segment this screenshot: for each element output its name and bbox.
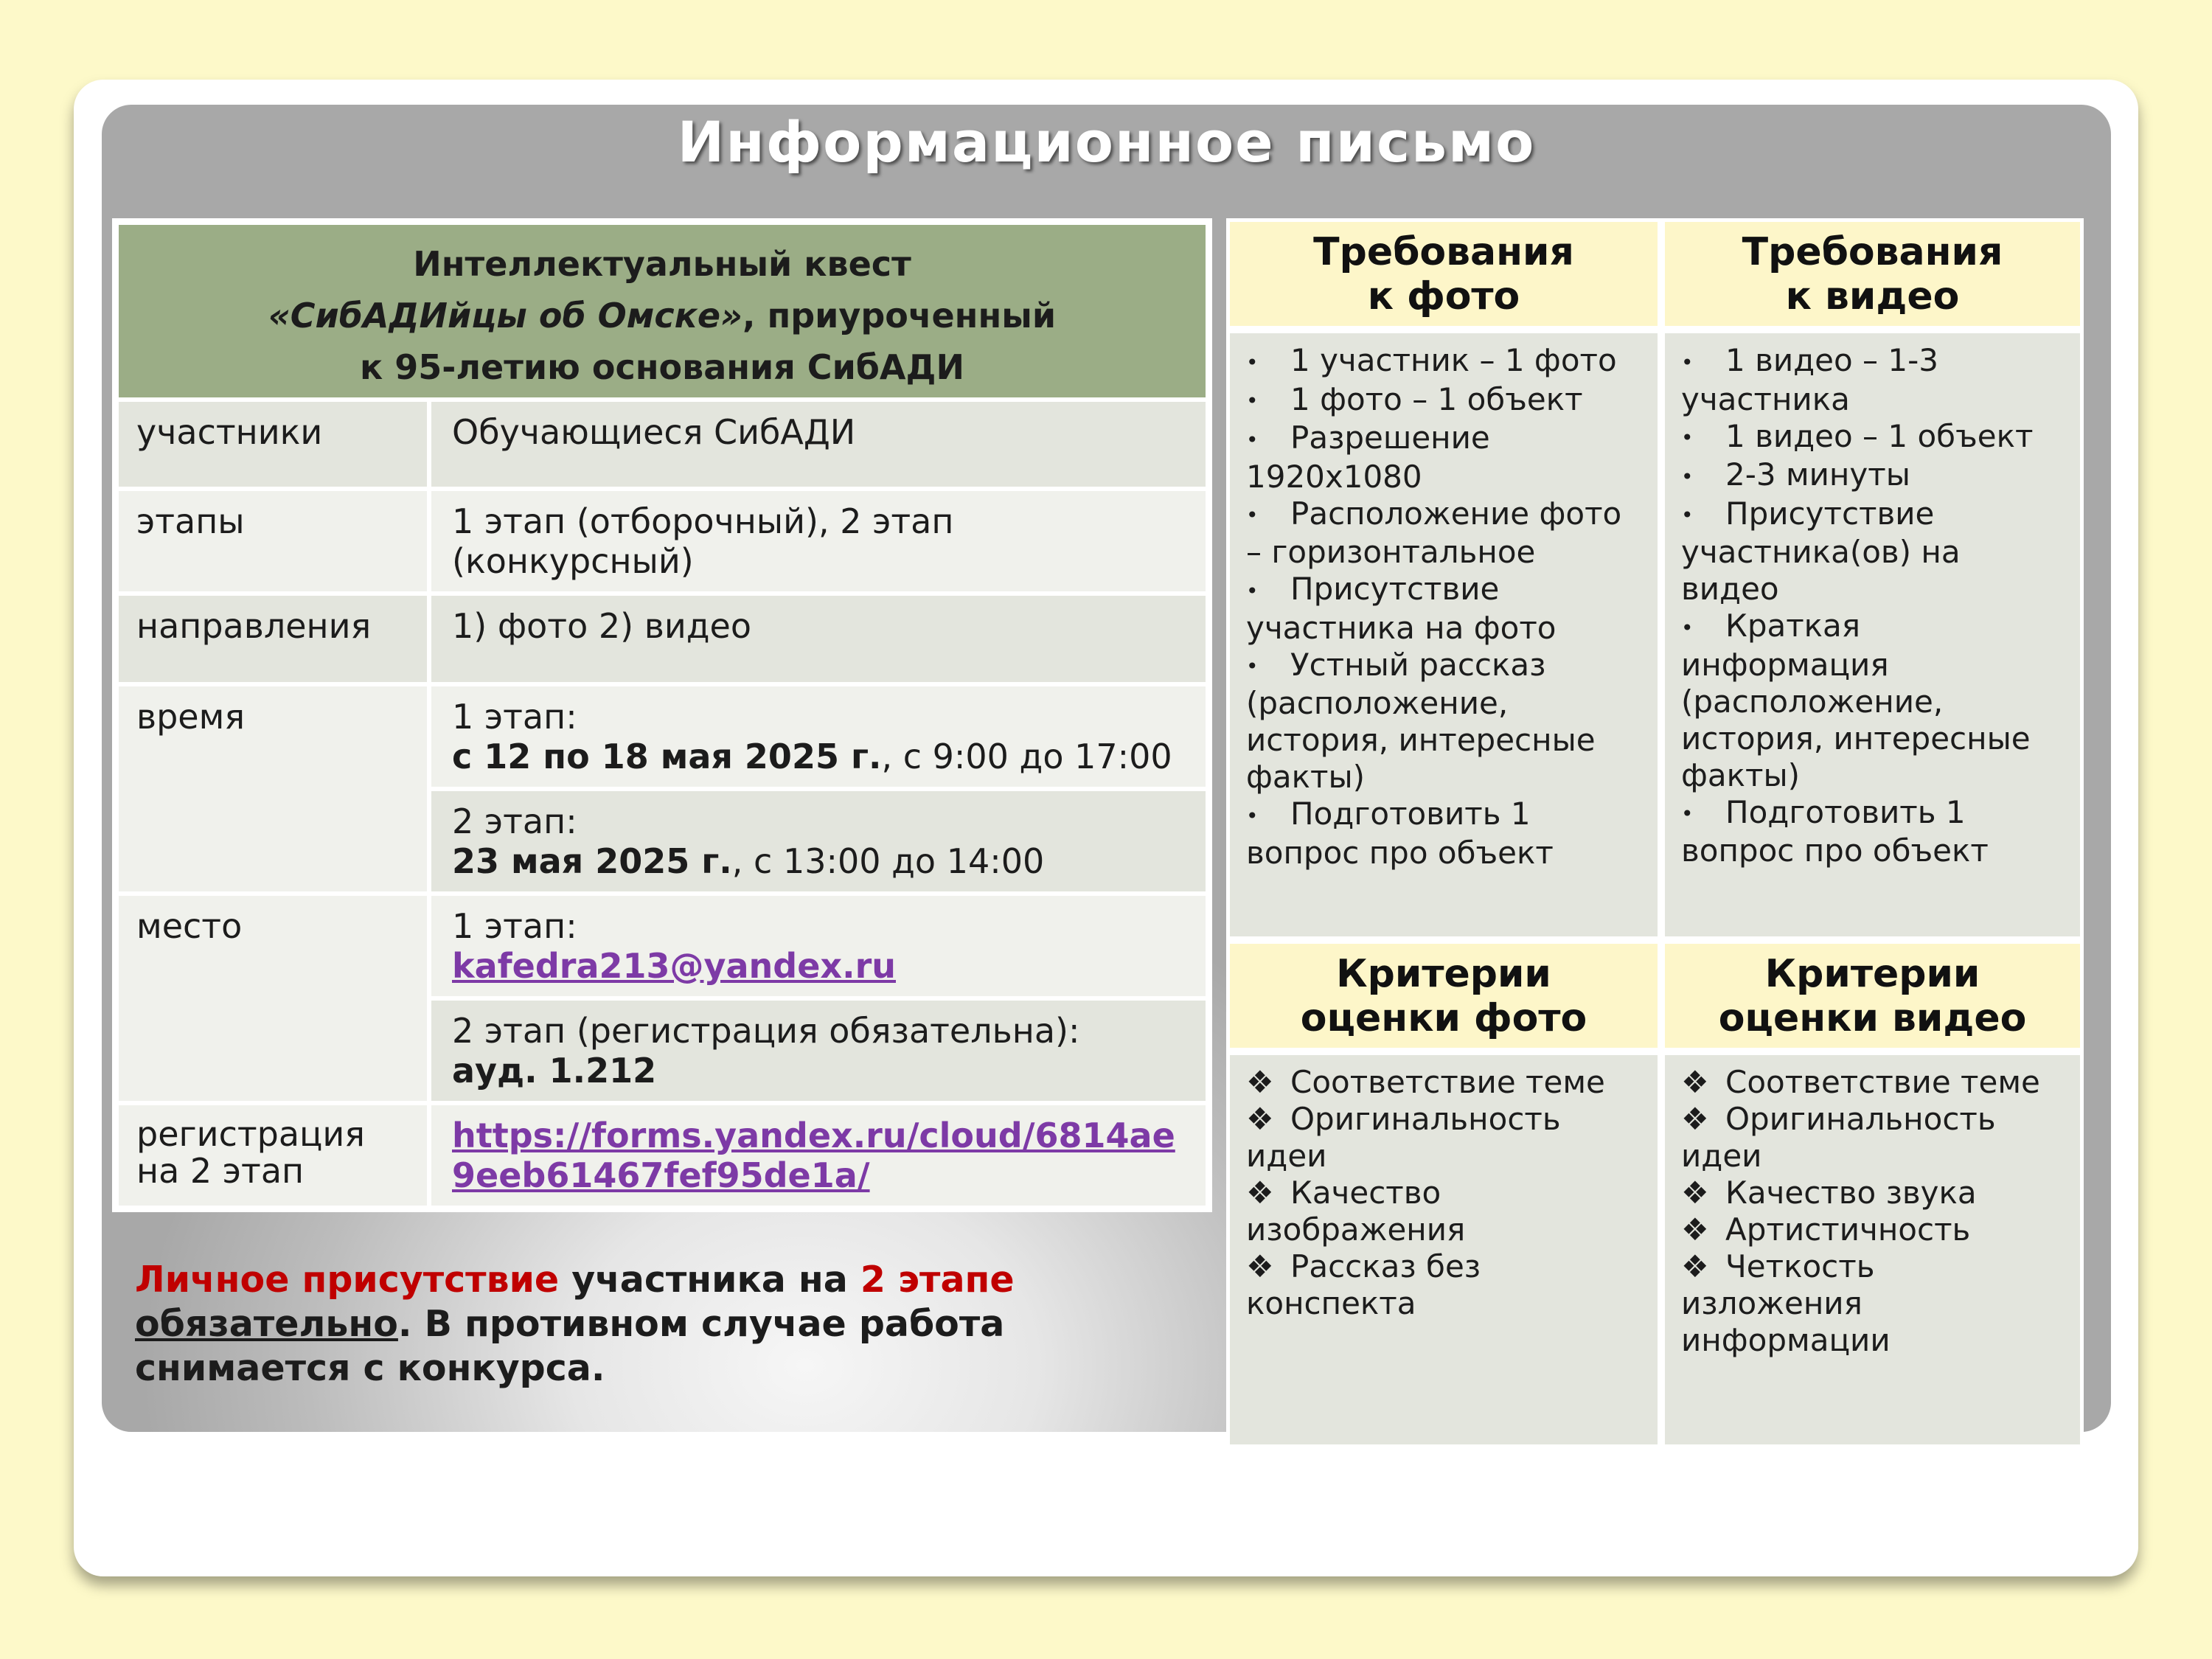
list-item [1246, 1064, 1641, 1101]
time-stage2-hours: , с 13:00 до 14:00 [731, 841, 1045, 881]
list-item-text: Качество звука [1725, 1175, 1977, 1211]
photo-requirements-header: Требования к фото [1226, 218, 1661, 330]
bullet-dot-icon: • [1681, 503, 1694, 527]
directions-label: направления [116, 594, 429, 684]
bullet-dot-icon: • [1246, 803, 1259, 828]
notice-removed: снимается с конкурса. [135, 1347, 605, 1389]
notice-personal: Личное присутствие [135, 1259, 560, 1301]
list-item-text: Разрешение 1920x1080 [1246, 420, 1490, 495]
time-stage1-date: с 12 по 18 мая 2025 г. [452, 737, 882, 776]
place-stage1 [429, 894, 1208, 998]
bullet-dot-icon: • [1246, 503, 1259, 527]
list-item [1246, 342, 1641, 381]
list-item-text: 2-3 минуты [1725, 456, 1910, 493]
diamond-bullet-icon: ❖ [1681, 1064, 1709, 1100]
diamond-bullet-icon: ❖ [1246, 1101, 1274, 1137]
list-item-text: Качество изображения [1246, 1175, 1466, 1248]
registration-label-line1: регистрация [136, 1114, 365, 1154]
list-item [1681, 1101, 2064, 1175]
video-requirements-list [1661, 330, 2084, 940]
notice-mandatory: обязательно [135, 1303, 398, 1345]
list-item [1681, 495, 2064, 608]
list-item-text: Соответствие теме [1290, 1064, 1605, 1100]
info-table [112, 218, 1212, 1212]
registration-label-line2: на 2 этап [136, 1151, 305, 1191]
time-stage2-date: 23 мая 2025 г. [452, 841, 732, 881]
list-item [1681, 418, 2064, 457]
list-item-text: 1 участник – 1 фото [1290, 342, 1617, 378]
bullet-dot-icon: • [1681, 425, 1694, 450]
list-item [1681, 1211, 2064, 1248]
list-item-text: Расположение фото – горизонтальное [1246, 495, 1622, 570]
quest-line2: , приуроченный [742, 296, 1057, 335]
list-item [1246, 381, 1641, 420]
photo-criteria-list [1226, 1051, 1661, 1448]
diamond-bullet-icon: ❖ [1681, 1211, 1709, 1248]
bullet-dot-icon: • [1681, 349, 1694, 375]
list-item [1246, 1248, 1641, 1322]
list-item [1681, 1064, 2064, 1101]
bullet-dot-icon: • [1246, 654, 1259, 678]
list-item-text: Оригинальность идеи [1246, 1101, 1561, 1174]
notice-participant: участника на [559, 1259, 860, 1301]
page-title: Информационное письмо [677, 109, 1536, 175]
list-item [1246, 1101, 1641, 1175]
bullet-dot-icon: • [1246, 389, 1259, 413]
time-stage1-hours: , с 9:00 до 17:00 [881, 737, 1172, 776]
stages-value: 1 этап (отборочный), 2 этап (конкурсный) [429, 489, 1208, 594]
list-item [1681, 1248, 2064, 1359]
requirements-grid [1226, 218, 2084, 1448]
bullet-dot-icon: • [1246, 427, 1259, 452]
list-item-text: Четкость изложения информации [1681, 1248, 1891, 1358]
attendance-notice [135, 1258, 1226, 1391]
list-item [1681, 794, 2064, 870]
bullet-dot-icon: • [1246, 578, 1259, 603]
bullet-dot-icon: • [1246, 349, 1259, 375]
participants-value: Обучающиеся СибАДИ [429, 400, 1208, 489]
list-item [1246, 796, 1641, 872]
quest-line3: к 95-летию основания СибАДИ [359, 347, 964, 387]
time-stage1 [429, 684, 1208, 789]
place-stage2-room: ауд. 1.212 [452, 1051, 657, 1091]
list-item [1681, 608, 2064, 794]
time-stage2-title: 2 этап: [452, 801, 577, 841]
bullet-dot-icon: • [1681, 464, 1694, 489]
time-stage2 [429, 789, 1208, 894]
quest-name: «СибАДИйцы об Омске» [268, 296, 742, 335]
list-item-text: Артистичность [1725, 1211, 1971, 1248]
video-criteria-header: Критерии оценки видео [1661, 940, 2084, 1051]
quest-line1: Интеллектуальный квест [413, 244, 911, 284]
video-requirements-header: Требования к видео [1661, 218, 2084, 330]
place-label: место [116, 894, 429, 1103]
list-item-text: Присутствие участника(ов) на видео [1681, 495, 1961, 607]
list-item-text: 1 видео – 1-3 участника [1681, 342, 1938, 417]
participants-label: участники [116, 400, 429, 489]
list-item [1246, 420, 1641, 495]
list-item-text: 1 видео – 1 объект [1725, 417, 2034, 454]
list-item [1246, 1175, 1641, 1248]
list-item-text: Краткая информация (расположение, история, интересные факты) [1681, 608, 2031, 793]
diamond-bullet-icon: ❖ [1681, 1175, 1709, 1211]
place-stage2 [429, 998, 1208, 1103]
notice-stage: 2 этапе [860, 1259, 1015, 1301]
diamond-bullet-icon: ❖ [1246, 1175, 1274, 1211]
diamond-bullet-icon: ❖ [1246, 1064, 1274, 1100]
diamond-bullet-icon: ❖ [1681, 1248, 1709, 1284]
list-item-text: 1 фото – 1 объект [1290, 380, 1583, 417]
bullet-dot-icon: • [1681, 615, 1694, 640]
diamond-bullet-icon: ❖ [1681, 1101, 1709, 1137]
list-item [1681, 1175, 2064, 1211]
list-item-text: Рассказ без конспекта [1246, 1248, 1481, 1321]
registration-link[interactable] [429, 1103, 1208, 1208]
list-item-text: Подготовить 1 вопрос про объект [1246, 796, 1554, 871]
stages-label: этапы [116, 489, 429, 594]
bullet-dot-icon: • [1681, 801, 1694, 826]
video-criteria-list [1661, 1051, 2084, 1448]
list-item [1681, 342, 2064, 418]
list-item-text: Оригинальность идеи [1681, 1101, 1996, 1174]
list-item [1681, 456, 2064, 495]
registration-url-line1[interactable]: https://forms.yandex.ru/cloud/6814ae [452, 1116, 1175, 1155]
list-item-text: Соответствие теме [1725, 1064, 2040, 1100]
registration-url-line2[interactable]: 9eeb61467fef95de1a/ [452, 1155, 870, 1195]
time-label: время [116, 684, 429, 894]
registration-label [116, 1103, 429, 1208]
photo-requirements-list [1226, 330, 1661, 940]
diamond-bullet-icon: ❖ [1246, 1248, 1274, 1284]
email-link[interactable]: kafedra213@yandex.ru [452, 946, 896, 986]
list-item-text: Устный рассказ (расположение, история, интересные факты) [1246, 646, 1596, 795]
photo-criteria-header: Критерии оценки фото [1226, 940, 1661, 1051]
quest-header [116, 223, 1208, 400]
time-stage1-title: 1 этап: [452, 697, 577, 737]
notice-otherwise: . В противном случае работа [397, 1303, 1005, 1345]
list-item [1246, 647, 1641, 796]
list-item [1246, 495, 1641, 571]
list-item [1246, 571, 1641, 647]
list-item-text: Присутствие участника на фото [1246, 571, 1557, 646]
place-stage1-title: 1 этап: [452, 906, 577, 946]
directions-value: 1) фото 2) видео [429, 594, 1208, 684]
list-item-text: Подготовить 1 вопрос про объект [1681, 793, 1989, 869]
place-stage2-title: 2 этап (регистрация обязательна): [452, 1011, 1080, 1051]
